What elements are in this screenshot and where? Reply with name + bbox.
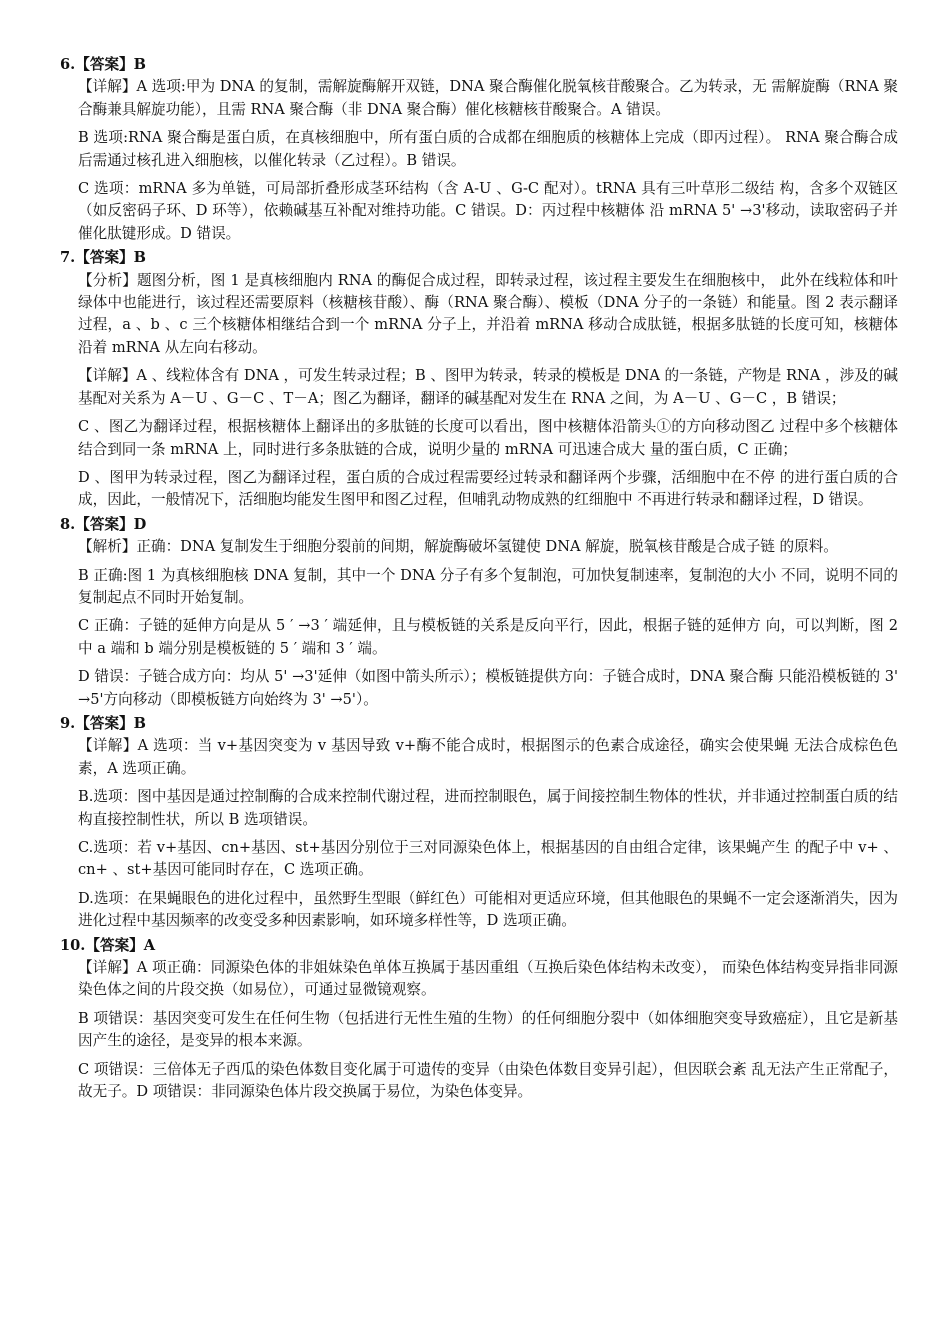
explanation-paragraph: 【详解】A 、线粒体含有 DNA ，可发生转录过程；B 、图甲为转录，转录的模板是 DNA 的一条链，产物是 RNA ，涉及的碱基配对关系为 A－U 、G－C 、T－A；图乙为翻译，翻译的碱基配对发生在 RNA 之间，为 A－U 、G－C ，B 错误； [78, 367, 898, 407]
question-7 [0, 247, 950, 511]
explanation-paragraph: C 选项：mRNA 多为单链，可局部折叠形成茎环结构（含 A-U 、G-C 配对）。tRNA 具有三叶草形二级结 构，含多个双链区（如反密码子环、D 环等），依赖碱基互补配对维持功能。C 错误。D：丙过程中核糖体 沿 mRNA 5' →3'移动，读取密码子并催化肽键形成。D 错误。 [78, 180, 898, 242]
question-6 [0, 54, 950, 245]
explanation-paragraph: D 错误：子链合成方向：均从 5' →3'延伸（如图中箭头所示）；模板链提供方向：子链合成时，DNA 聚合酶 只能沿模板链的 3' →5'方向移动（即模板链方向始终为 3' →5'）。 [78, 668, 898, 708]
answer-label: 【答案】B [75, 714, 146, 732]
explanation-paragraph: 【解析】正确：DNA 复制发生于细胞分裂前的间期，解旋酶破坏氢键使 DNA 解旋，脱氧核苷酸是合成子链 的原料。 [78, 538, 838, 556]
explanation-paragraph: 【详解】A 选项:甲为 DNA 的复制，需解旋酶解开双链，DNA 聚合酶催化脱氧核苷酸聚合。乙为转录，无 需解旋酶（RNA 聚合酶兼具解旋功能），且需 RNA 聚合酶（非 DNA 聚合酶）催化核糖核苷酸聚合。A 错误。 [78, 78, 898, 118]
explanation-paragraph: C.选项：若 v+基因、cn+基因、st+基因分别位于三对同源染色体上，根据基因的自由组合定律，该果蝇产生 的配子中 v+ 、cn+ 、st+基因可能同时存在，C 选项正确。 [78, 839, 898, 879]
question-9 [0, 713, 950, 933]
question-number: 6. [60, 56, 76, 73]
explanation-paragraph: D 、图甲为转录过程，图乙为翻译过程，蛋白质的合成过程需要经过转录和翻译两个步骤，活细胞中在不停 的进行蛋白质的合成，因此，一般情况下，活细胞均能发生图甲和图乙过程，但哺乳动物成熟的红细胞中 不再进行转录和翻译过程，D 错误。 [78, 468, 898, 509]
answer-label: 【答案】B [75, 56, 146, 73]
question-number: 10. [60, 936, 86, 954]
answer-heading [60, 713, 950, 735]
explanation-paragraph: B 选项:RNA 聚合酶是蛋白质，在真核细胞中，所有蛋白质的合成都在细胞质的核糖体上完成（即丙过程）。 RNA 聚合酶合成后需通过核孔进入细胞核，以催化转录（乙过程）。B 错误。 [78, 129, 898, 169]
question-number: 8. [60, 515, 76, 533]
explanation-paragraph: C 正确：子链的延伸方向是从 5 ′ →3 ′ 端延伸，且与模板链的关系是反向平行，因此，根据子链的延伸方 向，可以判断，图 2 中 a 端和 b 端分别是模板链的 5 ′ 端和 3 ′ 端。 [78, 617, 898, 657]
explanation-paragraph: 【详解】A 选项：当 v+基因突变为 v 基因导致 v+酶不能合成时，根据图示的色素合成途径，确实会使果蝇 无法合成棕色色素，A 选项正确。 [78, 737, 898, 777]
answer-heading [60, 247, 950, 269]
explanation-paragraph: B 正确:图 1 为真核细胞核 DNA 复制，其中一个 DNA 分子有多个复制泡，可加快复制速率，复制泡的大小 不同，说明不同的复制起点不同时开始复制。 [78, 566, 898, 606]
explanation-paragraph: C 、图乙为翻译过程，根据核糖体上翻译出的多肽链的长度可以看出，图中核糖体沿箭头①的方向移动图乙 过程中多个核糖体结合到同一条 mRNA 上，同时进行多条肽链的合成，说明少量的 mRNA 可迅速合成大 量的蛋白质，C 正确； [78, 418, 898, 458]
question-number: 9. [60, 714, 76, 732]
answer-label: 【答案】B [75, 249, 146, 267]
answer-page [0, 54, 950, 1103]
explanation-paragraph: B 项错误：基因突变可发生在任何生物（包括进行无性生殖的生物）的任何细胞分裂中（如体细胞突变导致癌症），且它是新基因产生的途径，是变异的根本来源。 [78, 1009, 898, 1050]
question-10 [0, 935, 950, 1104]
explanation-paragraph: B.选项：图中基因是通过控制酶的合成来控制代谢过程，进而控制眼色，属于间接控制生物体的性状，并非通过控制蛋白质的结构直接控制性状，所以 B 选项错误。 [78, 788, 898, 828]
question-number: 7. [60, 249, 76, 267]
answer-heading [60, 935, 950, 957]
question-8 [0, 514, 950, 711]
answer-heading [60, 54, 950, 76]
explanation-paragraph: D.选项：在果蝇眼色的进化过程中，虽然野生型眼（鲜红色）可能相对更适应环境，但其他眼色的果蝇不一定会逐渐消失，因为进化过程中基因频率的改变受多种因素影响，如环境多样性等，D 选项正确。 [78, 889, 898, 930]
explanation-paragraph: 【详解】A 项正确：同源染色体的非姐妹染色单体互换属于基因重组（互换后染色体结构未改变）， 而染色体结构变异指非同源染色体之间的片段交换（如易位），可通过显微镜观察。 [78, 959, 898, 999]
explanation-paragraph: 【分析】题图分析，图 1 是真核细胞内 RNA 的酶促合成过程，即转录过程，该过程主要发生在细胞核中， 此外在线粒体和叶绿体中也能进行，该过程还需要原料（核糖核苷酸）、酶（RNA 聚合酶）、模板（DNA 分子的一条链）和能量。图 2 表示翻译过程，a 、b 、c 三个核糖体相继结合到一个 mRNA 分子上，并沿着 mRNA 移动合成肽链，根据多肽链的长度可知，核糖体沿着 mRNA 从左向右移动。 [78, 271, 898, 356]
answer-heading [60, 514, 950, 536]
answer-label: 【答案】D [75, 515, 147, 533]
explanation-paragraph: C 项错误：三倍体无子西瓜的染色体数目变化属于可遗传的变异（由染色体数目变异引起），但因联会紊 乱无法产生正常配子，故无子。D 项错误：非同源染色体片段交换属于易位，为染色体变异。 [78, 1060, 898, 1101]
answer-label: 【答案】A [85, 936, 156, 954]
